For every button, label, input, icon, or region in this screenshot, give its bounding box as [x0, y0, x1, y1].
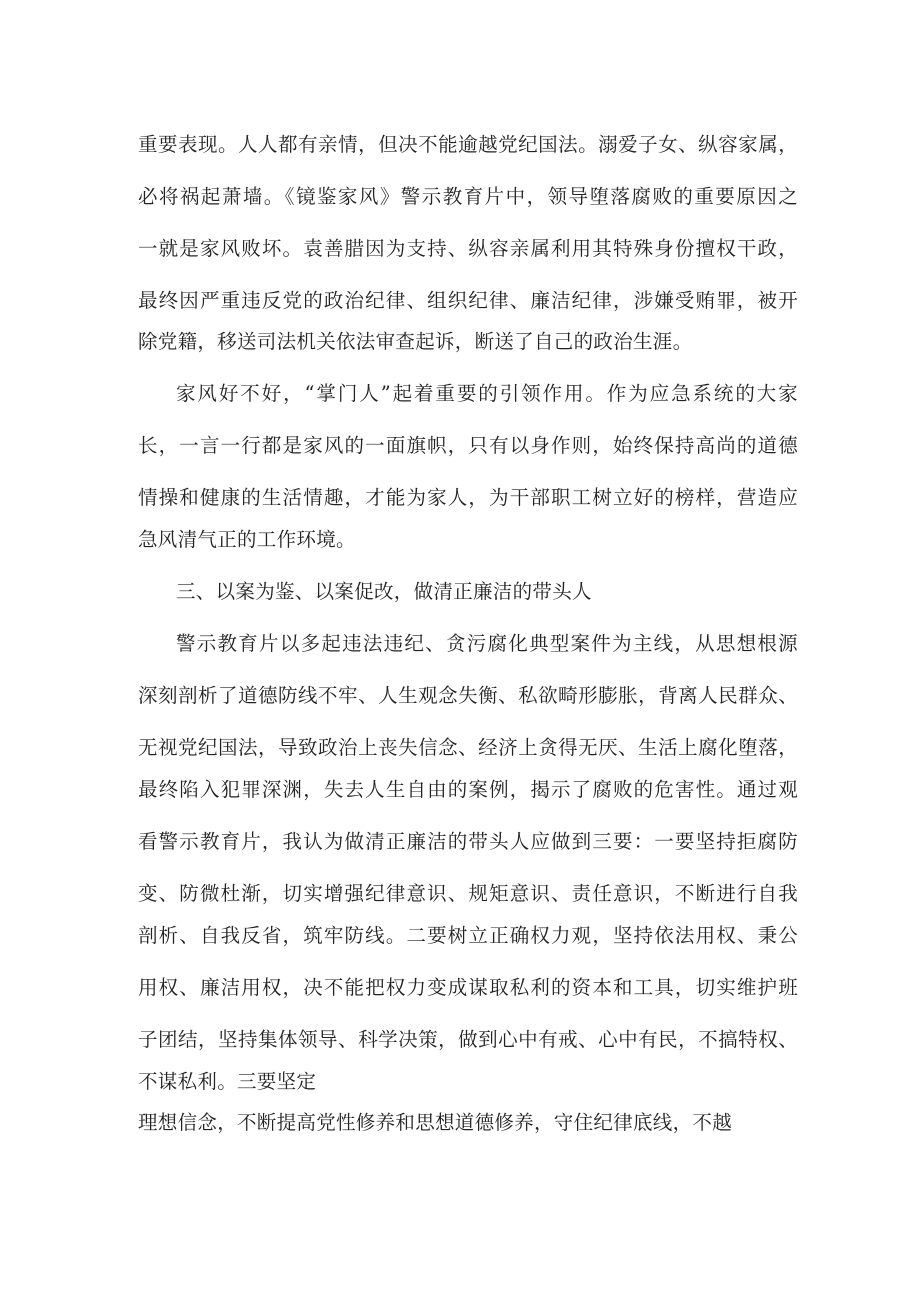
paragraph-3-line-3: 无视党纪国法，导致政治上丧失信念、经济上贪得无厌、生活上腐化堕落，: [138, 736, 798, 759]
paragraph-3-line-2: 深刻剖析了道德防线不牢、人生观念失衡、私欲畸形膨胀，背离人民群众、: [138, 684, 798, 707]
paragraph-3-line-9: 子团结，坚持集体领导、科学决策，做到心中有戒、心中有民，不搞特权、: [138, 1028, 798, 1051]
paragraph-3-line-1: 警示教育片以多起违法违纪、贪污腐化典型案件为主线，从思想根源: [176, 632, 798, 655]
paragraph-2-line-4: 急风清气正的工作环境。: [138, 528, 356, 551]
paragraph-3-line-10: 不谋私利。三要坚定: [138, 1070, 317, 1093]
paragraph-3-line-4: 最终陷入犯罪深渊，失去人生自由的案例，揭示了腐败的危害性。通过观: [138, 778, 798, 801]
paragraph-2-line-2: 长，一言一行都是家风的一面旗帜，只有以身作则，始终保持高尚的道德: [138, 434, 798, 457]
paragraph-2-line-3: 情操和健康的生活情趣，才能为家人，为干部职工树立好的榜样，营造应: [138, 486, 798, 509]
paragraph-3-line-6: 变、防微杜渐，切实增强纪律意识、规矩意识、责任意识，不断进行自我: [138, 882, 798, 905]
paragraph-3-line-11: 理想信念，不断提高党性修养和思想道德修养，守住纪律底线，不越: [138, 1111, 733, 1134]
paragraph-3-line-5: 看警示教育片，我认为做清正廉洁的带头人应做到三要：一要坚持拒腐防: [138, 830, 798, 853]
paragraph-1-line-3: 一就是家风败坏。袁善腊因为支持、纵容亲属利用其特殊身份擅权干政，: [138, 237, 798, 260]
paragraph-1-line-1: 重要表现。人人都有亲情，但决不能逾越党纪国法。溺爱子女、纵容家属，: [138, 133, 798, 156]
paragraph-1-line-4: 最终因严重违反党的政治纪律、组织纪律、廉洁纪律，涉嫌受贿罪，被开: [138, 289, 798, 312]
paragraph-1-line-2: 必将祸起萧墙。《镜鉴家风》警示教育片中，领导堕落腐败的重要原因之: [138, 185, 798, 208]
section-heading-3: 三、以案为鉴、以案促改，做清正廉洁的带头人: [176, 580, 592, 603]
paragraph-3-line-7: 剖析、自我反省，筑牢防线。二要树立正确权力观，坚持依法用权、秉公: [138, 924, 798, 947]
paragraph-2-line-1: 家风好不好，“掌门人”起着重要的引领作用。作为应急系统的大家: [176, 382, 798, 405]
paragraph-3-line-8: 用权、廉洁用权，决不能把权力变成谋取私利的资本和工具，切实维护班: [138, 976, 798, 999]
paragraph-1-line-5: 除党籍，移送司法机关依法审查起诉，断送了自己的政治生涯。: [138, 330, 693, 353]
